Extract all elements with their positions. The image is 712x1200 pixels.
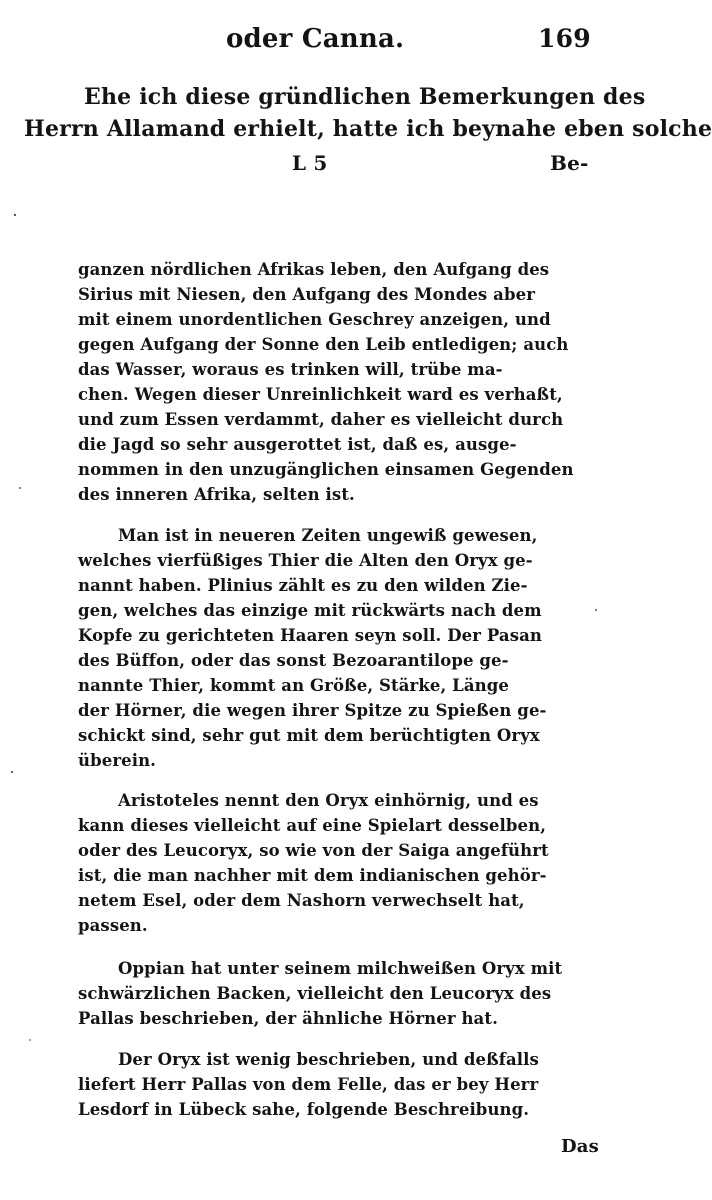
- signature-mark: L 5: [292, 151, 328, 175]
- text-line: des Büffon, oder das sonst Bezoarantilope ge-: [78, 651, 509, 670]
- text-line: chen. Wegen dieser Unreinlichkeit ward es verhaßt,: [78, 385, 563, 404]
- text-line: Aristoteles nennt den Oryx einhörnig, und es: [118, 791, 539, 810]
- text-line: liefert Herr Pallas von dem Felle, das er bey Herr: [78, 1075, 539, 1094]
- intro-line-1: Ehe ich diese gründlichen Bemerkungen des: [84, 84, 646, 110]
- catchword-top: Be-: [550, 151, 589, 175]
- text-line: nannt haben. Plinius zählt es zu den wilden Zie-: [78, 576, 528, 595]
- running-head-title: oder Canna.: [226, 24, 405, 54]
- text-line: Man ist in neueren Zeiten ungewiß gewesen,: [118, 526, 538, 545]
- text-line: netem Esel, oder dem Nashorn verwechselt hat,: [78, 891, 525, 910]
- text-line: ganzen nördlichen Afrikas leben, den Aufgang des: [78, 260, 550, 279]
- text-line: schickt sind, sehr gut mit dem berüchtigten Oryx: [78, 726, 540, 745]
- text-line: die Jagd so sehr ausgerottet ist, daß es, ausge-: [78, 435, 517, 454]
- text-line: nommen in den unzugänglichen einsamen Gegenden: [78, 460, 574, 479]
- text-line: ist, die man nachher mit dem indianischen gehör-: [78, 866, 547, 885]
- text-line: schwärzlichen Backen, vielleicht den Leucoryx des: [78, 984, 552, 1003]
- text-line: des inneren Afrika, selten ist.: [78, 485, 355, 504]
- intro-line-2: Herrn Allamand erhielt, hatte ich beynahe eben solche: [24, 116, 712, 142]
- text-line: das Wasser, woraus es trinken will, trübe ma-: [78, 360, 503, 379]
- catchword-bottom: Das: [561, 1136, 600, 1157]
- page-number: 169: [538, 24, 591, 53]
- text-line: Sirius mit Niesen, den Aufgang des Mondes aber: [78, 285, 535, 304]
- text-line: und zum Essen verdammt, daher es vielleicht durch: [78, 410, 564, 429]
- text-line: gen, welches das einzige mit rückwärts nach dem: [78, 601, 542, 620]
- text-line: passen.: [78, 916, 148, 935]
- text-line: mit einem unordentlichen Geschrey anzeigen, und: [78, 310, 551, 329]
- text-line: Der Oryx ist wenig beschrieben, und deßfalls: [118, 1050, 539, 1069]
- text-line: Kopfe zu gerichteten Haaren seyn soll. Der Pasan: [78, 626, 543, 645]
- text-line: gegen Aufgang der Sonne den Leib entledigen; auch: [78, 335, 569, 354]
- text-line: welches vierfüßiges Thier die Alten den Oryx ge-: [78, 551, 533, 570]
- text-line: Lesdorf in Lübeck sahe, folgende Beschreibung.: [78, 1100, 530, 1119]
- text-line: nannte Thier, kommt an Größe, Stärke, Länge: [78, 676, 509, 695]
- text-line: kann dieses vielleicht auf eine Spielart desselben,: [78, 816, 547, 835]
- text-line: der Hörner, die wegen ihrer Spitze zu Spießen ge-: [78, 701, 547, 720]
- text-line: Oppian hat unter seinem milchweißen Oryx mit: [118, 959, 563, 978]
- text-line: überein.: [78, 751, 157, 770]
- text-line: oder des Leucoryx, so wie von der Saiga angeführt: [78, 841, 549, 860]
- text-line: Pallas beschrieben, der ähnliche Hörner hat.: [78, 1009, 498, 1028]
